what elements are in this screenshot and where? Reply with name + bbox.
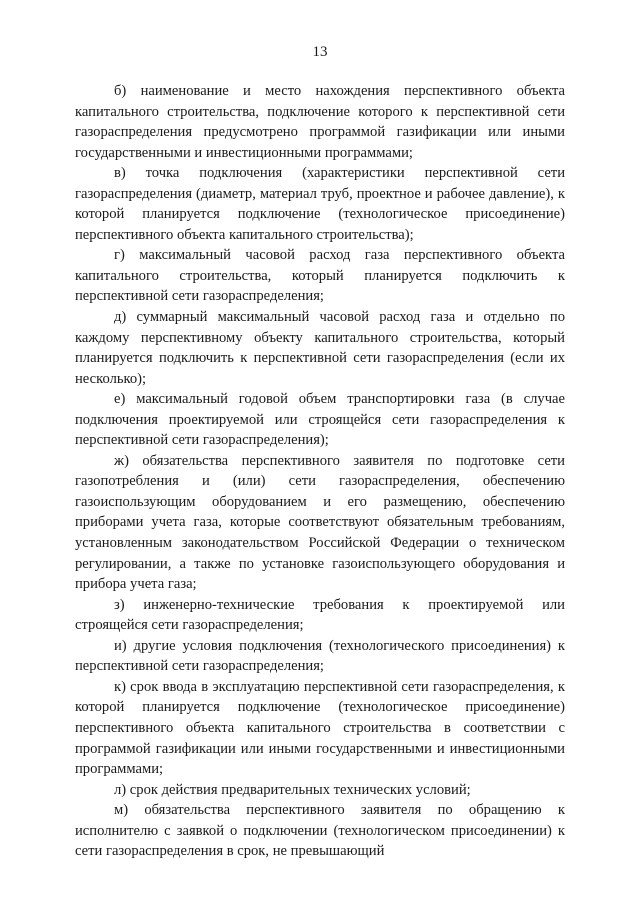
paragraph-v: в) точка подключения (характеристики перспективной сети газораспределения (диаметр, материал труб, проектное и рабочее давление), к которой планируется подключение (технологическое присоединение) перспективного объекта капитального строительства); bbox=[75, 165, 565, 243]
paragraph-k: к) срок ввода в эксплуатацию перспективной сети газораспределения, к которой планируется подключение (технологическое присоединение) перспективного объекта капитального строительства в соответствии с программой газификации или иными государственными и инвестиционными программами; bbox=[75, 678, 565, 778]
paragraph-l: л) срок действия предварительных технических условий; bbox=[114, 781, 471, 798]
paragraph-g: г) максимальный часовой расход газа перспективного объекта капитального строительства, который планируется подключить к перспективной сети газораспределения; bbox=[75, 247, 565, 305]
paragraph-z: з) инженерно-технические требования к проектируемой или строящейся сети газораспределения; bbox=[75, 596, 565, 634]
page-number: 13 bbox=[312, 44, 328, 60]
paragraph-e: е) максимальный годовой объем транспортировки газа (в случае подключения проектируемой или строящейся сети газораспределения к перспективной сети газораспределения); bbox=[75, 391, 565, 449]
paragraph-zh: ж) обязательства перспективного заявителя по подготовке сети газопотребления и (или) сети газораспределения, обеспечению газоиспользующим оборудованием и его размещению, обеспечению приборами учета газа, которые соответствуют обязательным требованиям, установленным законодательством Российской Федерации о техническом регулировании, а также по установке газоиспользующего оборудования и прибора учета газа; bbox=[75, 452, 565, 593]
paragraph-i: и) другие условия подключения (технологического присоединения) к перспективной сети газораспределения; bbox=[75, 637, 565, 675]
paragraph-d: д) суммарный максимальный часовой расход газа и отдельно по каждому перспективному объекту капитального строительства, который планируется подключить к перспективной сети газораспределения (если их несколько); bbox=[75, 309, 565, 387]
document-body bbox=[75, 81, 565, 862]
paragraph-m: м) обязательства перспективного заявителя по обращению к исполнителю с заявкой о подключении (технологическом присоединении) к сети газораспределения в срок, не превышающий bbox=[75, 802, 565, 860]
paragraph-b: б) наименование и место нахождения перспективного объекта капитального строительства, подключение которого к перспективной сети газораспределения предусмотрено программой газификации или иными государственными и инвестиционными программами; bbox=[75, 83, 565, 161]
